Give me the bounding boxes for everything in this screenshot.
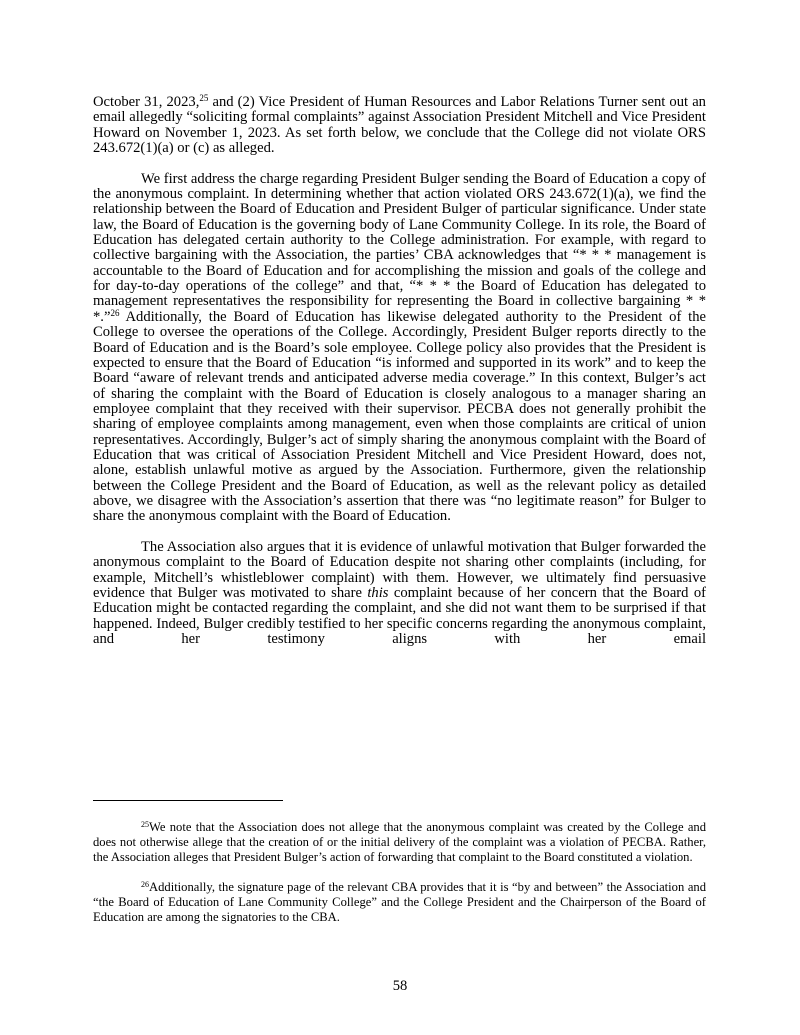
text: October 31, 2023, [93, 94, 200, 110]
footnote-number: 26 [141, 880, 149, 889]
page-number: 58 [392, 978, 408, 994]
text: complaint because of her concern that the Board of Education might be contacted regarding the complaint, and she did not want them to be surprised if that happened. Indeed, Bulger credibly testified to her specific concerns regarding the anonymous complaint, and her testimony aligns with her email [93, 585, 707, 648]
footnote-divider [93, 800, 283, 801]
footnote-25 [93, 820, 706, 865]
footnote-number: 25 [141, 820, 149, 829]
footnote-ref-26: 26 [110, 307, 120, 318]
main-text [93, 95, 706, 663]
paragraph-2 [93, 172, 706, 525]
text: We first address the charge regarding President Bulger sending the Board of Education a copy of the anonymous complaint. In determining whether that action violated ORS 243.672(1)(a), we find the relationship between the Board of Education and President Bulger of particular significance. Under state law, the Board of Education is the governing body of Lane Community College. In its role, the Board of Education has delegated certain authority to the College administration. For example, with regard to collective bargaining with the Association, the parties’ CBA acknowledges that “* * * management is accountable to the Board of Education and for accomplishing the mission and goals of the college and for day-to-day operations of the college” and that, “* * * the Board of Education has delegated to management representatives the responsibility for representing the Board in collective bargaining * * *.” [93, 170, 706, 325]
text: The Association also argues that it is evidence of unlawful motivation that Bulger forwarded the anonymous complaint to the Board of Education despite not sharing other complaints (including, for example, Mitchell’s whistleblower complaint) with them. However, we ultimately find persuasive evidence that Bulger was motivated to share [93, 538, 706, 601]
footnote-ref-25: 25 [199, 93, 209, 103]
footnotes [93, 820, 706, 940]
emphasis: this [367, 585, 389, 601]
paragraph-3 [93, 540, 706, 647]
text: and (2) Vice President of Human Resources and Labor Relations Turner sent out an email allegedly “soliciting formal complaints” against Association President Mitchell and Vice President Howard on November 1, 2023. As set forth below, we conclude that the College did not violate ORS 243.672(1)(a) or (c) as alleged. [93, 94, 706, 157]
paragraph-1 [93, 95, 706, 156]
text: Additionally, the Board of Education has likewise delegated authority to the President of the College to oversee the operations of the College. Accordingly, President Bulger reports directly to the Board of Education and is the Board’s sole employee. College policy also provides that the President is expected to ensure that the Board of Education “is informed and supported in its work” and to keep the Board “aware of relevant trends and anticipated adverse media coverage.” In this context, Bulger’s act of sharing the complaint with the Board of Education is closely analogous to a manager sharing an employee complaint that they received with their supervisor. PECBA does not generally prohibit the sharing of employee complaints among management, even when those complaints are critical of union representatives. Accordingly, Bulger’s act of simply sharing the anonymous complaint with the Board of Education that was critical of Association President Mitchell and Vice President Howard, does not, alone, establish unlawful motive as argued by the Association. Furthermore, given the relationship between the College President and the Board of Education, as well as the relevant policy as detailed above, we disagree with the Association’s assertion that there was “no legitimate reason” for Bulger to share the anonymous complaint with the Board of Education. [93, 308, 706, 525]
footnote-text: Additionally, the signature page of the relevant CBA provides that it is “by and between” the Association and “the Board of Education of Lane Community College” and the College President and the Chairperson of the Board of Education are among the signatories to the CBA. [93, 880, 706, 924]
footnote-text: We note that the Association does not allege that the anonymous complaint was created by the College and does not otherwise allege that the creation of or the initial delivery of the complaint was a violation of PECBA. Rather, the Association alleges that President Bulger’s action of forwarding that complaint to the Board constituted a violation. [93, 820, 706, 864]
footnote-26 [93, 880, 706, 925]
